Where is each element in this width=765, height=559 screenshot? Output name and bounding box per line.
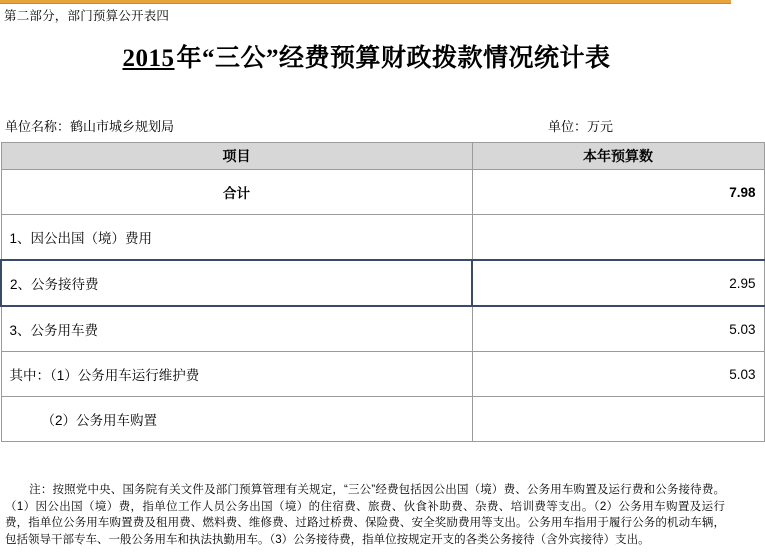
row-value-vehicle-maintenance: 5.03 [472,352,764,397]
row-value-official-reception: 2.95 [472,260,764,306]
row-value-total: 7.98 [472,170,764,215]
budget-table [0,142,765,442]
row-value-official-vehicle: 5.03 [472,306,764,352]
section-label: 第二部分，部门预算公开表四 [4,9,170,23]
table-header-row [1,143,764,170]
title-rest: 年“三公”经费预算财政拨款情况统计表 [176,45,611,72]
unit-measure-label: 单位：万元 [548,119,614,134]
page-title [120,38,610,74]
row-label-official-reception: 2、公务接待费 [1,260,472,306]
row-label-vehicle-purchase: （2）公务用车购置 [1,397,472,442]
top-orange-rule-shadow [0,3,731,4]
footnote-text: 注：按照党中央、国务院有关文件及部门预算管理有关规定，“三公”经费包括因公出国（境）费、公务用车购置及运行费和公务接待费。（1）因公出国（境）费，指单位工作人员公务出国（境）的住宿费、旅费、伙食补助费、杂费、培训费等支出。（2）公务用车购置及运行费，指单位公务用车购置费及租用费、燃料费、维修费、过路过桥费、保险费、安全奖励费用等支出。公务用车指用于履行公务的机动车辆，包括领导干部专车、一般公务用车和执法执勤用车。（3）公务接待费，指单位按规定开支的各类公务接待（含外宾接待）支出。 [5,484,725,546]
table-row[interactable] [1,397,764,442]
title-band [0,38,731,74]
table-row[interactable] [1,215,764,261]
table-row-selected[interactable] [1,260,764,306]
column-header-current-year-budget: 本年预算数 [472,143,764,170]
row-label-overseas-travel: 1、因公出国（境）费用 [1,215,472,261]
table-row[interactable] [1,170,764,215]
table-row[interactable] [1,352,764,397]
row-label-total: 合计 [1,170,472,215]
row-label-official-vehicle: 3、公务用车费 [1,306,472,352]
meta-row [0,116,731,138]
row-value-vehicle-purchase [472,397,764,442]
row-value-overseas-travel [472,215,764,261]
footnote [5,482,725,548]
row-label-vehicle-maintenance: 其中：（1）公务用车运行维护费 [1,352,472,397]
column-header-item: 项目 [1,143,472,170]
table-row[interactable] [1,306,764,352]
title-year: 2015 [122,45,175,72]
unit-name-label: 单位名称：鹤山市城乡规划局 [5,119,175,134]
